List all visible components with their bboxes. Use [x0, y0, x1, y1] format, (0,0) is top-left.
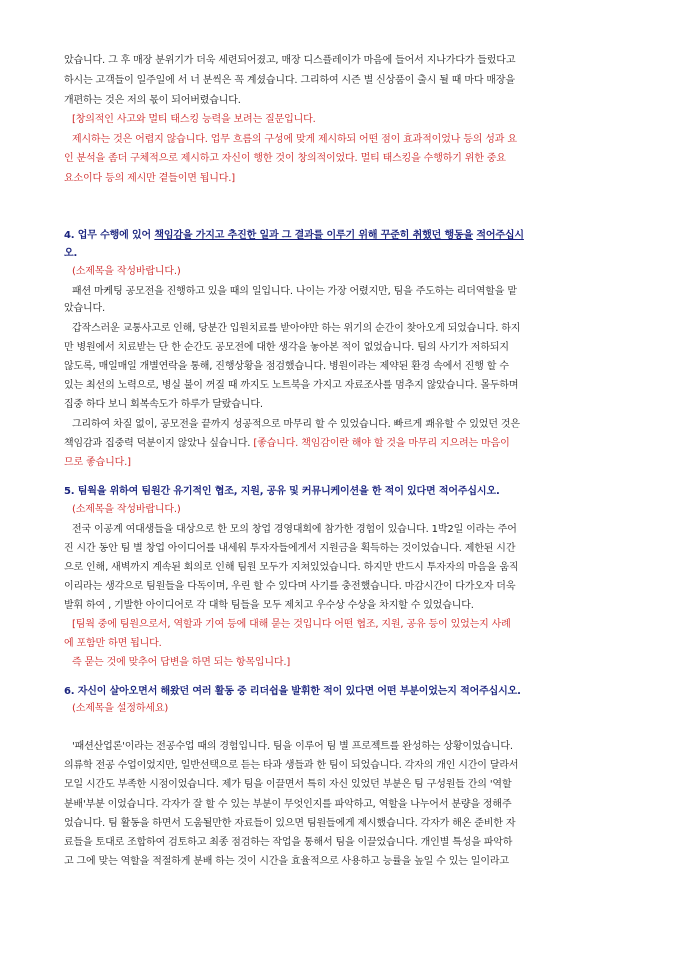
subtitle-hint: (소제목을 작성바랍니다.) [72, 504, 181, 515]
question-5-heading: 5. 팀웍을 위하여 팀원간 유기적인 협조, 지원, 공유 및 커뮤니케이션을 한 적이 있다면 적어주십시오. [64, 486, 500, 497]
body-text-line: 었습니다. 팀 활동을 하면서 도움될만한 자료들이 있으면 팀원들에게 제시했습니다. 각자가 해온 준비한 자 [64, 818, 516, 829]
body-text-line: 전국 이공계 여대생들을 대상으로 한 모의 창업 경영대회에 참가한 경험이 있습니다. 1박2일 이라는 주어 [72, 524, 517, 535]
question-4-heading: 4. 업무 수행에 있어 책임감을 가지고 추진한 일과 그 결과를 이루기 위해 꾸준히 취했던 행동을 적어주십시 [64, 230, 524, 241]
body-text-line: 의류학 전공 수업이었지만, 일반선택으로 듣는 타과 생들과 한 팀이 되었습니다. 각자의 개인 시간이 달라서 [64, 760, 519, 771]
body-text-line: 으로 인해, 새벽까지 계속된 회의로 인해 팀원 모두가 지쳐있었습니다. 하지만 반드시 투자자의 마음을 움직 [64, 562, 519, 573]
body-text-line: 모일 시간도 부족한 시점이었습니다. 제가 팀을 이끌면서 특히 자신 있었던 부분은 팀 구성원들 간의 '역할 [64, 779, 512, 790]
reviewer-comment: [좋습니다. 책임감이란 해야 할 것을 마무리 지으려는 마음이 [253, 438, 510, 449]
reviewer-comment: [팀웍 중에 팀원으로서, 역할과 기여 등에 대해 묻는 것입니다 어떤 협조, 지원, 공유 등이 있었는지 사례 [72, 619, 511, 630]
body-text-line: 이리라는 생각으로 팀원들을 다독이며, 우린 할 수 있다며 사기를 충전했습니다. 마감시간이 다가오자 더욱 [64, 581, 516, 592]
reviewer-comment: 제시하는 것은 어렵지 않습니다. 업무 흐름의 구성에 맞게 제시하되 어떤 점이 효과적이었나 등의 성과 요 [72, 134, 517, 145]
body-text-line: 료들을 토대로 조합하여 검토하고 최종 점검하는 작업을 통해서 팀을 이끌었습니다. 개인별 특성을 파악하 [64, 837, 513, 848]
body-text-line: 그리하여 차질 없이, 공모전을 끝까지 성공적으로 마무리 할 수 있었습니다. 빠르게 쾌유할 수 있었던 것은 [72, 419, 520, 430]
question-4-heading-cont: 오. [64, 248, 78, 259]
body-text-line: 고 그에 맞는 역할을 적절하게 분배 하는 것이 시간을 효율적으로 사용하고 능률을 높일 수 있는 일이라고 [64, 856, 509, 867]
body-text-line: 았습니다. [64, 303, 106, 314]
body-text-line: 았습니다. 그 후 매장 분위기가 더욱 세련되어졌고, 매장 디스플레이가 마음에 들어서 지나가다가 들렀다고 [64, 55, 516, 66]
body-text-line: '패션산업론'이라는 전공수업 때의 경험입니다. 팀을 이루어 팀 별 프로젝트를 완성하는 상황이었습니다. [72, 741, 513, 752]
body-text-line: 패션 마케팅 공모전을 진행하고 있을 때의 일입니다. 나이는 가장 어렸지만, 팀을 주도하는 리더역할을 맡 [72, 286, 517, 297]
body-text-line: 갑작스러운 교통사고로 인해, 당분간 입원치료를 받아야만 하는 위기의 순간이 찾아오게 되었습니다. 하지 [72, 323, 521, 334]
subtitle-hint: (소제목을 설정하세요) [72, 703, 169, 714]
body-text-line: 진 시간 동안 팀 별 창업 아이디어를 내세워 투자자들에게서 지원금을 획득하는 것이었습니다. 제한된 시간 [64, 543, 516, 554]
body-text-line: 개편하는 것은 저의 몫이 되어버렸습니다. [64, 95, 241, 106]
reviewer-comment: 므로 좋습니다.] [64, 457, 131, 468]
body-text-line: 분배'부분 이었습니다. 각자가 잘 할 수 있는 부분이 무엇인지를 파악하고, 역할을 나누어서 분량을 정해주 [64, 799, 512, 810]
reviewer-comment: 인 분석을 좀더 구체적으로 제시하고 자신이 행한 것이 창의적이었다. 멀티 태스킹을 수행하기 위한 중요 [64, 153, 506, 164]
reviewer-comment: [창의적인 사고와 멀티 태스킹 능력을 보려는 질문입니다. [72, 114, 316, 125]
body-text-line: 책임감과 집중력 덕분이지 않았나 싶습니다. [좋습니다. 책임감이란 해야 할 것을 마무리 지으려는 마음이 [64, 438, 510, 449]
reviewer-comment: 요소이다 등의 제시만 곁들이면 됩니다.] [64, 173, 236, 184]
question-6-heading: 6. 자신이 살아오면서 해왔던 여러 활동 중 리더쉽을 발휘한 적이 있다면 어떤 부분이었는지 적어주십시오. [64, 686, 521, 697]
reviewer-comment: 에 포함만 하면 됩니다. [64, 638, 162, 649]
body-text-line: 발휘 하여 , 기발한 아이디어로 각 대학 팀들을 모두 제치고 우수상 수상을 차지할 수 있었습니다. [64, 600, 474, 611]
body-text-line: 하시는 고객들이 일주일에 서 너 분씩은 꼭 계셨습니다. 그리하여 시즌 별 신상품이 출시 될 때 마다 매장을 [64, 75, 515, 86]
body-text-line: 집중 하다 보니 회복속도가 하루가 달랐습니다. [64, 399, 263, 410]
reviewer-comment: 즉 묻는 것에 맞추어 답변을 하면 되는 항목입니다.] [72, 657, 291, 668]
subtitle-hint: (소제목을 작성바랍니다.) [72, 266, 181, 277]
body-text-line: 만 병원에서 치료받는 단 한 순간도 공모전에 대한 생각을 놓아본 적이 없었습니다. 팀의 사기가 저하되지 [64, 342, 509, 353]
body-text-line: 있는 최선의 노력으로, 병실 불이 꺼질 때 까지도 노트북을 가지고 자료조사를 멈추지 않았습니다. 몰두하며 [64, 380, 519, 391]
body-text-line: 않도록, 매일매일 개별연락을 통해, 진행상황을 점검했습니다. 병원이라는 제약된 환경 속에서 진행 할 수 [64, 361, 509, 372]
